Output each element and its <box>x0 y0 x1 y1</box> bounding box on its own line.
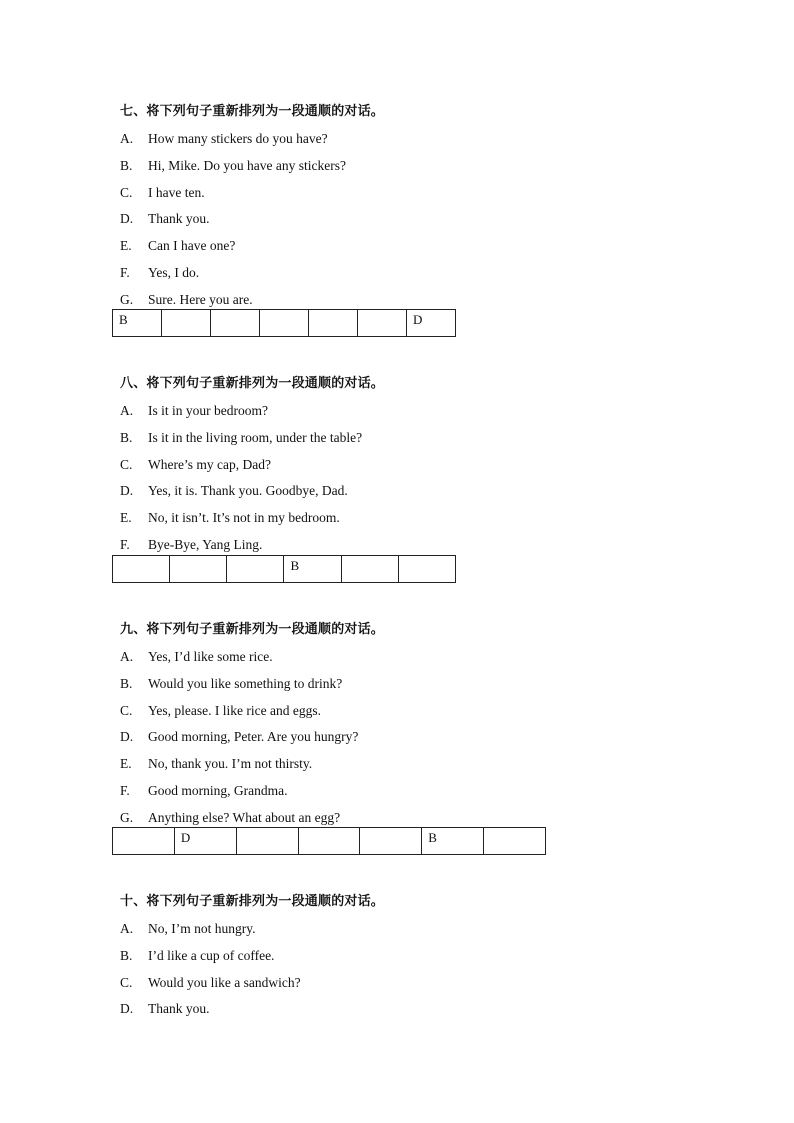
answer-cell[interactable] <box>113 828 175 855</box>
answer-cell[interactable] <box>341 556 398 583</box>
option-g: G. Sure. Here you are. <box>120 291 253 307</box>
option-d: D. Thank you. <box>120 211 210 227</box>
answer-table-7 <box>112 309 456 337</box>
section-heading: 十、将下列句子重新排列为一段通顺的对话。 <box>120 894 385 909</box>
option-g: G. Anything else? What about an egg? <box>120 809 341 825</box>
answer-table-8 <box>112 555 456 583</box>
option-e: E. No, thank you. I’m not thirsty. <box>120 756 313 772</box>
option-f: F. Bye-Bye, Yang Ling. <box>120 536 263 552</box>
answer-table-9 <box>112 827 546 855</box>
option-e: E. No, it isn’t. It’s not in my bedroom. <box>120 510 340 526</box>
answer-cell[interactable]: B <box>284 556 341 583</box>
answer-cell[interactable] <box>236 828 298 855</box>
answer-cell[interactable] <box>211 310 260 337</box>
option-f: F. Yes, I do. <box>120 264 200 280</box>
option-e: E. Can I have one? <box>120 238 236 254</box>
section-7 <box>120 102 720 317</box>
answer-cell[interactable] <box>358 310 407 337</box>
answer-cell[interactable]: B <box>422 828 484 855</box>
option-d: D. Good morning, Peter. Are you hungry? <box>120 729 359 745</box>
answer-cell[interactable] <box>484 828 546 855</box>
answer-cell[interactable] <box>113 556 170 583</box>
section-9 <box>120 620 720 835</box>
option-a: A. Is it in your bedroom? <box>120 403 268 418</box>
section-10 <box>120 892 720 1026</box>
section-8 <box>120 374 720 562</box>
option-b: B. Is it in the living room, under the table? <box>120 429 363 445</box>
section-heading: 七、将下列句子重新排列为一段通顺的对话。 <box>120 104 385 119</box>
answer-cell[interactable] <box>309 310 358 337</box>
option-c: C. Where’s my cap, Dad? <box>120 456 271 472</box>
answer-cell[interactable] <box>162 310 211 337</box>
answer-cell[interactable] <box>398 556 455 583</box>
answer-cell[interactable] <box>170 556 227 583</box>
option-b: B. I’d like a cup of coffee. <box>120 947 275 963</box>
option-a: A. How many stickers do you have? <box>120 131 328 146</box>
option-d: D. Thank you. <box>120 1001 210 1017</box>
option-d: D. Yes, it is. Thank you. Goodbye, Dad. <box>120 483 348 499</box>
option-b: B. Hi, Mike. Do you have any stickers? <box>120 157 346 173</box>
answer-cell[interactable] <box>227 556 284 583</box>
answer-cell[interactable]: B <box>113 310 162 337</box>
option-c: C. Yes, please. I like rice and eggs. <box>120 702 321 718</box>
section-heading: 九、将下列句子重新排列为一段通顺的对话。 <box>120 622 385 637</box>
option-a: A. Yes, I’d like some rice. <box>120 649 273 664</box>
answer-cell[interactable]: D <box>407 310 456 337</box>
answer-cell[interactable]: D <box>174 828 236 855</box>
answer-cell[interactable] <box>260 310 309 337</box>
option-b: B. Would you like something to drink? <box>120 675 343 691</box>
option-a: A. No, I’m not hungry. <box>120 921 256 936</box>
section-heading: 八、将下列句子重新排列为一段通顺的对话。 <box>120 376 385 391</box>
option-f: F. Good morning, Grandma. <box>120 782 288 798</box>
answer-cell[interactable] <box>298 828 360 855</box>
option-c: C. I have ten. <box>120 184 205 200</box>
option-c: C. Would you like a sandwich? <box>120 974 301 990</box>
answer-cell[interactable] <box>360 828 422 855</box>
